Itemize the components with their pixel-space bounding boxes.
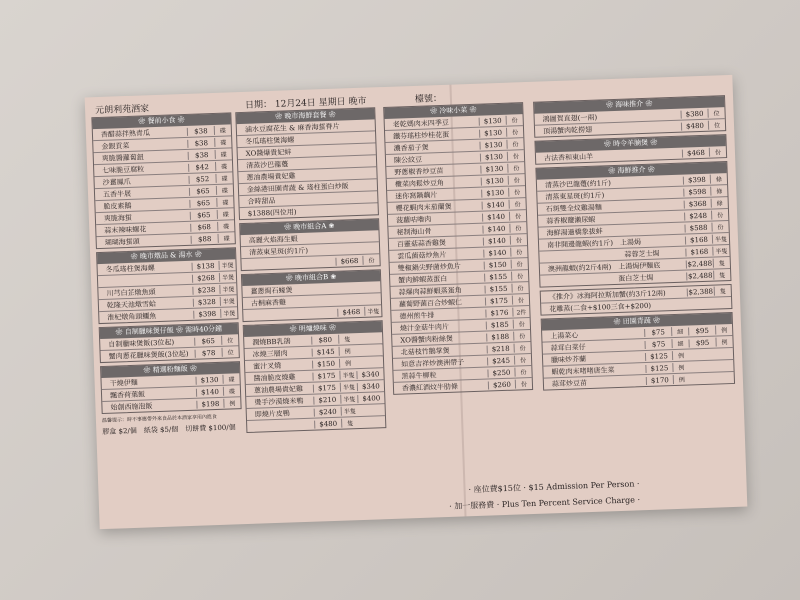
item-name: 淮杞燉角頭鱷魚 — [107, 311, 157, 322]
item-unit: 隻 — [713, 270, 730, 280]
item-name — [98, 278, 192, 281]
item-price: $80 — [311, 335, 338, 344]
item-price-large — [690, 378, 717, 379]
item-name: 燒汁金菇牛肉片 — [399, 322, 450, 333]
item-price-large — [689, 354, 716, 355]
item-price: $75 — [644, 328, 671, 337]
item-name: 蒜爆肉蒜鮮蝦蒸蛋角 — [398, 285, 462, 297]
item-name: 高麗火焰海生蝦 — [248, 234, 298, 245]
item-unit: 2件 — [512, 307, 529, 317]
item-unit: 半隻 — [339, 370, 356, 380]
item-unit: 位 — [221, 347, 238, 357]
item-unit: 隻 — [714, 286, 731, 296]
section-title: ❀ 晚市組合A ❀ — [240, 219, 378, 235]
item-price: $2,488 — [687, 259, 713, 268]
item-name: 石斑雙全炆雞湯麵 — [545, 202, 602, 213]
item-price: $185 — [486, 320, 513, 329]
section-title: ❀ 海鮮推介 ❀ — [536, 162, 726, 180]
item-price: $248 — [684, 211, 711, 220]
section-title: ❀ 晚市燉品 & 湯水 ❀ — [97, 248, 235, 264]
item-unit: 半煲 — [219, 284, 236, 294]
item-price: $260 — [488, 380, 515, 389]
section-title: ❀ 自制臘味煲仔飯 ❀ 需時40分鐘 — [100, 323, 238, 339]
column-1 — [91, 112, 242, 437]
item-price-large — [356, 350, 383, 351]
item-name: 冬瓜瑤柱煲海螺 — [105, 263, 155, 274]
item-name: 清蒸沙巴龍躉(約1斤) — [544, 178, 612, 189]
item-unit: 例 — [672, 362, 689, 372]
item-name: 清蒸東星斑(約1斤) — [545, 190, 605, 201]
item-name: 蘿蔔野菌百合炒蝦仁 — [398, 297, 463, 309]
item-price: $130 — [479, 116, 506, 125]
restaurant-name: 元朗利苑酒家 — [94, 104, 150, 117]
item-name: 薑蔥焗石蠔煲 — [250, 285, 293, 296]
item-name: 迷你窩鍋藕片 — [395, 190, 438, 201]
item-price: $198 — [196, 399, 223, 408]
item-unit: 份 — [506, 127, 523, 137]
item-unit: 份 — [508, 199, 525, 209]
service-charge: · 加一服務費 · Plus Ten Percent Service Charge · — [448, 495, 641, 511]
appetizer-section — [91, 112, 236, 249]
item-price: $240 — [314, 407, 341, 416]
item-name: 乾隆天池燉雪蛤 — [106, 299, 157, 310]
item-name: 即燒片皮鴨 — [254, 408, 290, 419]
item-price: $140 — [196, 387, 223, 396]
item-price: $140 — [482, 200, 509, 209]
section-title: ❀ 海味推介 ❀ — [534, 96, 724, 114]
item-name: $1388(四位用) — [247, 207, 297, 218]
item-price: $238 — [192, 285, 219, 294]
item-name: 蒜茸白菜仔 — [550, 342, 586, 352]
item-price-large: $400 — [357, 394, 384, 403]
item-unit: 份 — [507, 163, 524, 173]
menu-sheet — [85, 75, 748, 529]
item-unit: 半隻 — [340, 382, 357, 392]
item-name: 黑蒜牛柳粒 — [401, 370, 437, 381]
item-price: $65 — [189, 186, 216, 195]
soup-section — [96, 247, 238, 324]
item-unit: 半煲 — [218, 260, 235, 270]
item-price: $328 — [193, 297, 220, 306]
item-unit: 條 — [710, 186, 727, 196]
section-title: ❀ 晚市組合B ❀ — [242, 270, 380, 286]
item-unit: 份 — [514, 343, 531, 353]
section-title: ❀ 田園青蔬 ❀ — [542, 313, 732, 331]
item-unit: 半煲 — [220, 296, 237, 306]
item-price: $155 — [484, 272, 511, 281]
item-name: 陳公紋豆 — [393, 155, 423, 165]
item-unit: 碟 — [222, 374, 239, 384]
item-price: $75 — [644, 340, 671, 349]
item-unit-large — [716, 353, 733, 354]
item-price: $65 — [190, 210, 217, 219]
item-price: $188 — [486, 332, 513, 341]
item-price: $245 — [487, 356, 514, 365]
item-unit: 細 — [671, 327, 688, 337]
item-name: 南非開邊龍蝦(約1斤) 上湯焗 — [546, 237, 642, 249]
item-name: 燙手沙漠燒米鴨 — [254, 396, 304, 407]
item-name: 爽脆海蜇 — [103, 213, 133, 223]
lamb-section — [534, 134, 727, 165]
item-name: 滷水豆腐花生 & 麻香海蜇脊片 — [244, 122, 340, 134]
combo-unit: 份 — [362, 255, 379, 265]
item-name: 五香牛展 — [102, 189, 132, 199]
dried-seafood-section — [533, 95, 726, 138]
item-name: 瑚瑚海蜇頭 — [104, 237, 140, 247]
item-price: $130 — [480, 164, 507, 173]
item-price: $268 — [192, 273, 219, 282]
item-price — [687, 303, 714, 304]
seafood-set-section — [235, 107, 379, 220]
item-price: $210 — [313, 395, 340, 404]
item-name: 臘味炒芥蘭 — [550, 354, 587, 364]
item-unit — [714, 302, 731, 303]
item-unit: 碟 — [215, 149, 232, 159]
item-unit: 份 — [711, 210, 728, 220]
section-title: ❀ 明爐燒味 ❀ — [244, 321, 382, 337]
item-name: 香濃紅酒炆牛肋條 — [401, 382, 459, 393]
item-unit-large — [717, 377, 734, 378]
item-name: 蒜末辣味螺花 — [104, 224, 147, 235]
item-name: 百靈菇蒜香雞煲 — [396, 238, 447, 249]
item-price: $168 — [685, 247, 712, 256]
item-price: $380 — [680, 109, 707, 118]
item-price: $218 — [487, 344, 514, 353]
item-name: 金絲港田園青蔬 & 瑤柱蛋白炒飯 — [246, 181, 349, 194]
item-price: $168 — [685, 235, 712, 244]
item-name: 蟹肉鮮蝦蒸蛋白 — [398, 274, 448, 285]
item-name: 蜜汁叉燒 — [253, 361, 282, 371]
item-unit: 碟 — [215, 173, 232, 183]
item-unit: 位 — [707, 108, 724, 118]
item-price: $130 — [479, 140, 506, 149]
item-name: 金銀貢菜 — [101, 141, 130, 151]
combo-spacer — [243, 312, 337, 315]
item-unit: 條 — [711, 198, 728, 208]
item-unit-large — [716, 365, 733, 366]
item-price: $398 — [193, 309, 220, 318]
item-price: $38 — [187, 126, 214, 135]
item-name: 蝦乾肉末啫啫唐生菜 — [551, 365, 615, 376]
item-unit: 半煲 — [220, 308, 237, 318]
item-price-large — [356, 362, 383, 363]
item-name: 古桐麻香雞 — [250, 298, 287, 308]
notice-text: 温馨提示：時不事應帶外來食品於本酒家享用內進食 — [101, 414, 218, 425]
item-unit: 份 — [510, 235, 527, 245]
item-name: 櫻花蝦肉末茄蘭煲 — [395, 202, 452, 213]
item-price: $155 — [484, 284, 511, 293]
rice-section — [100, 361, 242, 414]
item-price-large: $340 — [357, 382, 384, 391]
item-unit: 半隻 — [340, 394, 357, 404]
item-name: 川芎白芷燉魚頭 — [106, 287, 156, 298]
item-price: $145 — [312, 347, 339, 356]
item-unit: 份 — [514, 355, 531, 365]
item-name: 雙椒鍋尖野菌炒魚片 — [397, 261, 461, 273]
item-name: 濃香茄子煲 — [393, 142, 429, 153]
item-name: 德州煎牛排 — [399, 310, 435, 321]
item-name: 如意吉祥炒澳洲帶子 — [401, 357, 465, 369]
item-unit: 半隻 — [712, 234, 729, 244]
combo-price: $668 — [335, 256, 362, 265]
item-unit: 份 — [506, 139, 523, 149]
section-title: ❀ 餐前小食 ❀ — [92, 113, 230, 129]
item-name: 頂湯蟹肉乾撈翅 — [542, 125, 593, 135]
column-4 — [533, 95, 735, 394]
item-unit: 份 — [514, 367, 531, 377]
item-name: 爽脆醬蘿蔔鈕 — [101, 152, 144, 163]
item-unit: 份 — [508, 175, 525, 185]
section-title: ❀ 冷味小菜 ❀ — [384, 103, 522, 119]
item-name: 古法香和東山羊 — [543, 152, 594, 162]
item-unit: 隻 — [713, 258, 730, 268]
item-unit: 份 — [513, 319, 530, 329]
item-name: 冰燒三層肉 — [252, 349, 288, 359]
item-unit: 半隻 — [341, 406, 358, 416]
extra-charges: 膠盒 $2/個 紙袋 $5/個 切餅費 $100/個 — [102, 423, 236, 437]
item-name: XO醬爆貴妃蚌 — [245, 147, 292, 158]
column-2 — [235, 107, 386, 436]
item-price-large: $95 — [688, 338, 715, 347]
item-unit: 份 — [513, 331, 530, 341]
item-price: $140 — [482, 212, 509, 221]
item-price: $480 — [314, 419, 341, 428]
item-name: 花雕蒸(二食+$100三食+$200) — [549, 301, 652, 313]
item-unit: 條 — [710, 174, 727, 184]
item-name: 冬瓜瑤柱煲海螺 — [245, 135, 295, 146]
section-title: ❀ 精選粉麵飯 ❀ — [101, 362, 239, 378]
item-unit: 隻 — [341, 418, 358, 428]
item-unit: 份 — [511, 271, 528, 281]
item-name: 蔥油農場貴妃雞 — [253, 384, 304, 395]
item-name: 欖菜肉鬆炒豆角 — [394, 178, 444, 189]
item-price: $150 — [312, 359, 339, 368]
item-name: 老乾媽肉末四季豆 — [392, 118, 449, 129]
item-price: $150 — [484, 260, 511, 269]
item-price: $88 — [191, 234, 218, 243]
item-unit-large: 例 — [715, 325, 732, 335]
item-name: 蒜蓉芝士焗 — [547, 248, 660, 261]
item-price: $65 — [194, 336, 221, 345]
item-name: 菠蘿咕嚕肉 — [395, 214, 432, 225]
combo-b-section — [241, 269, 383, 322]
item-name: 始創西施泡飯 — [110, 401, 153, 412]
section-title: ❀ 晚市海鮮套餐 ❀ — [236, 108, 374, 124]
item-unit: 例 — [672, 351, 689, 361]
item-name: 七味脆豆腐粒 — [102, 164, 145, 175]
item-unit: 份 — [709, 147, 726, 157]
item-unit: 碟 — [218, 233, 235, 243]
item-price: $368 — [684, 199, 711, 208]
item-price: $130 — [479, 128, 506, 137]
item-price: $38 — [188, 150, 215, 159]
item-price: $140 — [482, 224, 509, 233]
item-price: $480 — [681, 121, 708, 130]
item-price: $68 — [190, 222, 217, 231]
item-price: $130 — [480, 152, 507, 161]
item-unit: 份 — [506, 115, 523, 125]
item-unit: 碟 — [214, 125, 231, 135]
item-unit: 碟 — [214, 137, 231, 147]
item-unit: 份 — [515, 379, 532, 389]
vegetable-section — [541, 312, 735, 391]
combo-unit: 半隻 — [364, 306, 381, 316]
item-price: $130 — [481, 176, 508, 185]
item-price-large — [358, 422, 385, 423]
item-name: 北菇枝竹鵝掌煲 — [400, 346, 450, 357]
table-number-label: 檯號： — [414, 93, 443, 105]
item-unit: 位 — [708, 120, 725, 130]
item-name: 醬油脆皮燒雞 — [253, 372, 296, 383]
fresh-seafood-section — [535, 161, 731, 288]
item-price: $598 — [683, 187, 710, 196]
item-name: 飄香荷葉飯 — [109, 390, 146, 400]
item-price-large — [689, 366, 716, 367]
item-price: $52 — [188, 174, 215, 183]
dishes-section — [383, 102, 533, 395]
item-price-large: $95 — [688, 326, 715, 335]
item-unit: 例 — [223, 398, 240, 408]
item-price: $125 — [645, 364, 672, 373]
item-price: $140 — [483, 248, 510, 257]
item-unit: 半隻 — [712, 246, 729, 256]
item-name: 合時甜品 — [247, 196, 276, 206]
item-name: 清蒸東星斑(約1斤) — [249, 246, 309, 257]
item-price: $130 — [481, 188, 508, 197]
item-unit: 碟 — [216, 185, 233, 195]
item-name: 鐵芬瑤柱炒桂花蛋 — [393, 130, 450, 141]
date-line: 日期： 12月24日 星期日 晚市 — [244, 96, 367, 111]
item-unit: 份 — [512, 295, 529, 305]
item-unit: 例 — [339, 358, 356, 368]
item-unit: 份 — [511, 283, 528, 293]
item-name: 《推介》冰海阿拉斯加蟹(約3斤12兩) — [548, 288, 666, 301]
item-price: $2,388 — [688, 287, 714, 296]
item-name: 干燒伊麵 — [109, 378, 138, 388]
item-price: $78 — [195, 348, 222, 357]
item-price: $140 — [483, 236, 510, 245]
combo-a-section — [239, 218, 381, 271]
item-name: 蒜香椒鹽瀨尿蝦 — [546, 215, 596, 225]
item-price: $42 — [188, 162, 215, 171]
item-name: 澳洲龍蝦(約2斤4兩) 上湯焗伊麵底 — [547, 260, 661, 273]
item-price-large: $340 — [356, 370, 383, 379]
item-unit: 碟 — [223, 386, 240, 396]
item-price: $138 — [191, 261, 218, 270]
item-unit: 份 — [509, 223, 526, 233]
promo-section — [540, 284, 733, 316]
item-name: 上湯菜心 — [550, 330, 579, 340]
item-unit: 例 — [673, 374, 690, 384]
item-price: $38 — [187, 138, 214, 147]
item-price: $588 — [684, 223, 711, 232]
combo-price: $468 — [337, 307, 364, 316]
item-unit: 份 — [510, 247, 527, 257]
combo-spacer — [242, 261, 336, 264]
item-price: $398 — [683, 175, 710, 184]
item-unit: 碟 — [215, 161, 232, 171]
item-name: 秘制海山骨 — [396, 226, 432, 237]
item-name: 沙薑鳳爪 — [102, 177, 131, 187]
item-price: $2,488 — [687, 271, 713, 280]
item-unit: 隻 — [338, 334, 355, 344]
item-price: $250 — [487, 368, 514, 377]
item-unit: 碟 — [216, 197, 233, 207]
item-name: 脆皮素鵝 — [103, 201, 132, 211]
seat-charge: · 座位費$15位 · $15 Admission Per Person · — [468, 479, 640, 495]
item-price: $175 — [312, 371, 339, 380]
item-name: 香醋蒜拌熟青瓜 — [100, 128, 151, 139]
item-unit: 份 — [511, 259, 528, 269]
item-name: 蟹肉蔥花臘味煲飯(3位起) — [108, 349, 189, 361]
item-unit: 份 — [509, 211, 526, 221]
item-name: 蔥油農場貴妃雞 — [246, 171, 296, 182]
item-unit: 細 — [671, 339, 688, 349]
item-name: 鴻圖賀直翅(一兩) — [542, 113, 598, 123]
item-unit: 碟 — [217, 221, 234, 231]
item-name: 清蒸沙巴龍躉 — [245, 159, 289, 170]
roast-section — [243, 320, 387, 433]
item-price-large — [358, 410, 385, 411]
item-name: 自制臘味煲飯(3位起) — [108, 337, 175, 349]
claypot-section — [99, 322, 240, 363]
item-unit: 位 — [221, 335, 238, 345]
item-name: 蛋白芝士焗 — [548, 273, 654, 285]
item-name — [247, 424, 314, 426]
item-name: 雲瓜菌菇炒魚片 — [397, 250, 447, 261]
item-name: 蒜茸炒豆苗 — [551, 378, 588, 388]
item-unit: 份 — [508, 187, 525, 197]
item-price: $175 — [485, 296, 512, 305]
item-price: $175 — [313, 383, 340, 392]
item-price: $65 — [189, 198, 216, 207]
item-name: 海鮮湯過橋象拔蚌 — [546, 226, 603, 237]
item-name: 野蔥椒香炒豆苗 — [394, 166, 444, 177]
item-price-large — [355, 338, 382, 339]
item-unit: 份 — [711, 222, 728, 232]
section-title: ❀ 時令羊腩煲 ❀ — [535, 135, 725, 153]
item-unit: 例 — [339, 346, 356, 356]
item-unit: 半煲 — [219, 272, 236, 282]
item-price: $125 — [645, 352, 672, 361]
item-unit: 碟 — [217, 209, 234, 219]
column-3 — [383, 102, 533, 398]
item-unit-large: 例 — [715, 337, 732, 347]
item-price: $468 — [682, 148, 709, 157]
item-name: XO醬蟹肉粉絲煲 — [400, 334, 454, 345]
item-price: $170 — [646, 376, 673, 385]
item-unit: 份 — [507, 151, 524, 161]
item-price: $176 — [485, 308, 512, 317]
item-name: 潤燒BB乳鴿 — [252, 336, 291, 347]
item-price: $130 — [195, 375, 222, 384]
